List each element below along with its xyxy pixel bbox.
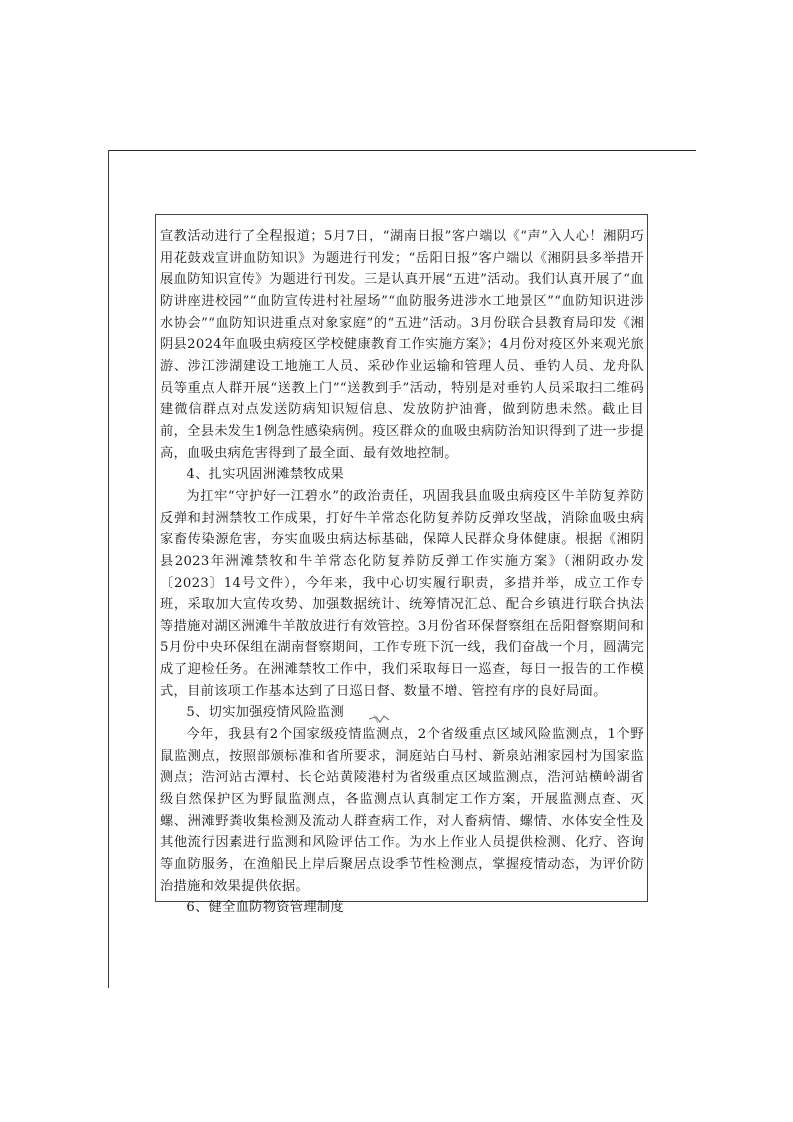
document-body [160, 226, 644, 919]
section-heading-5: 5、切实加强疫情风险监测 [186, 705, 345, 721]
section-heading-6: 6、健全血防物资管理制度 [186, 900, 345, 916]
scan-border-left [108, 150, 109, 988]
section-heading-4: 4、扎实巩固洲滩禁牧成果 [186, 467, 345, 483]
paragraph-publicity-continuation: 宣教活动进行了全程报道；5月7日，“湖南日报”客户端以《“声”入人心！湘阴巧用花鼓戏宣讲血防知识》为题进行刊发；“岳阳日报”客户端以《湘阴县多举措开展血防知识宣传》为题进行刊发。三是认真开展“五进”活动。我们认真开展了“血防讲座进校园”“血防宣传进村社屋场”“血防服务进涉水工地景区”“血防知识进涉水协会”“血防知识进重点对象家庭”的“五进”活动。3月份联合县教育局印发《湘阴县2024年血吸虫病疫区学校健康教育工作实施方案》；4月份对疫区外来观光旅游、涉江涉湖建设工地施工人员、采砂作业运输和管理人员、垂钓人员、龙舟队员等重点人群开展“送教上门”“送教到手”活动，特别是对垂钓人员采取扫二维码建微信群点对点发送防病知识短信息、发放防护油膏，做到防患未然。截止目前，全县未发生1例急性感染病例。疫区群众的血吸虫病防治知识得到了进一步提高，血吸虫病危害得到了最全面、最有效地控制。 [160, 229, 644, 461]
paragraph-grazing-ban: 为扛牢“守护好一江碧水”的政治责任，巩固我县血吸虫病疫区牛羊防复养防反弹和封洲禁牧工作成果，打好牛羊常态化防复养防反弹攻坚战，消除血吸虫病家畜传染源危害，夯实血吸虫病达标基础，保障人民群众身体健康。根据《湘阴县2023年洲滩禁牧和牛羊常态化防复养防反弹工作实施方案》（湘阴政办发〔2023〕14号文件），今年来，我中心切实履行职责，多措并举，成立工作专班，采取加大宣传攻势、加强数据统计、统筹情况汇总、配合乡镇进行联合执法等措施对湖区洲滩牛羊散放进行有效管控。3月份省环保督察组在岳阳督察期间和5月份中央环保组在湖南督察期间，工作专班下沉一线，我们奋战一个月，圆满完成了迎检任务。在洲滩禁牧工作中，我们采取每日一巡查，每日一报告的工作模式，目前该项工作基本达到了日巡日督、数量不增、管控有序的良好局面。 [160, 488, 644, 699]
paragraph-risk-monitoring: 今年，我县有2个国家级疫情监测点，2个省级重点区域风险监测点，1个野鼠监测点，按照部颁标准和省所要求，洞庭站白马村、新泉站湘家园村为国家监测点；浩河站古潭村、长仑站黄陵港村为省级重点区域监测点，浩河站横岭湖省级自然保护区为野鼠监测点，各监测点认真制定工作方案，开展监测点查、灭螺、洲滩野粪收集检测及流动人群查病工作，对人畜病情、螺情、水体安全性及其他流行因素进行监测和风险评估工作。为水上作业人员提供检测、化疗、咨询等血防服务，在渔船民上岸后聚居点设季节性检测点，掌握疫情动态，为评价防治措施和效果提供依据。 [160, 727, 644, 894]
scan-border-top [108, 150, 696, 151]
